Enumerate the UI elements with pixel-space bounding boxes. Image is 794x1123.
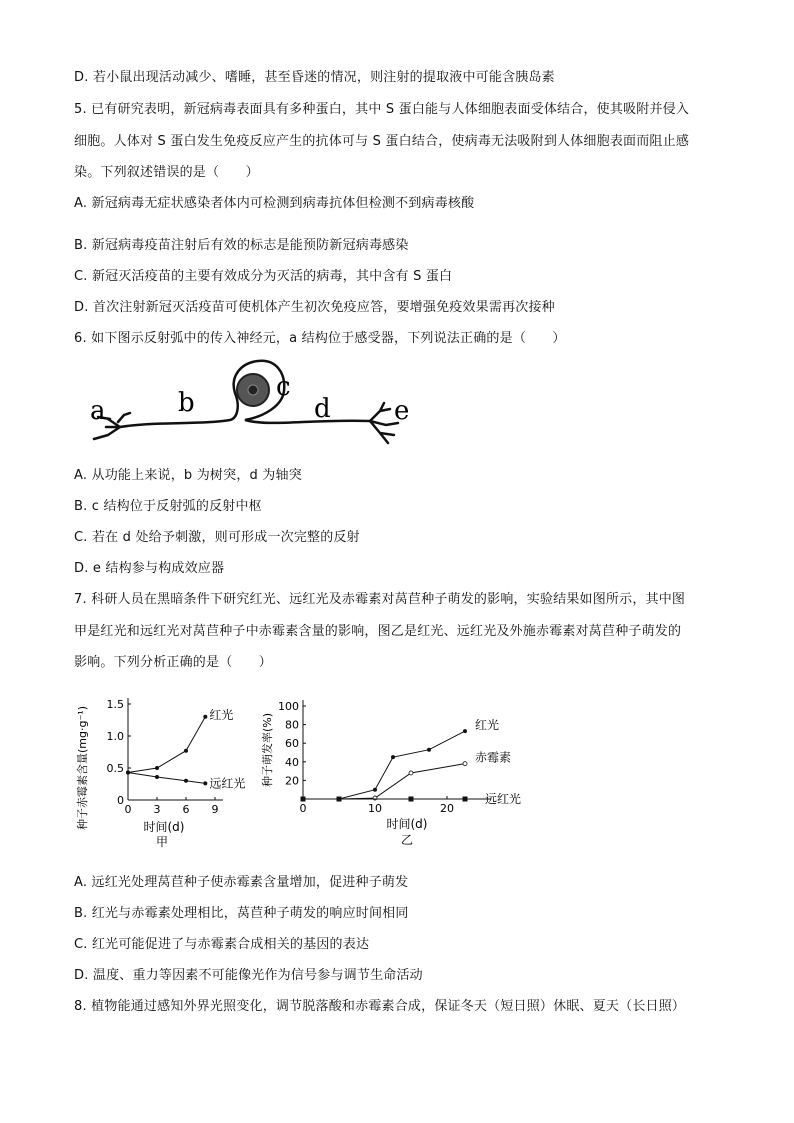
y-tick-label: 1.0 bbox=[106, 730, 124, 743]
data-point bbox=[463, 729, 467, 733]
chart-yi-ylabel: 种子萌发率(%) bbox=[261, 712, 274, 788]
data-point bbox=[409, 771, 413, 775]
option-7b: B. 红光与赤霉素处理相比，莴苣种子萌发的响应时间相同 bbox=[74, 906, 409, 921]
label-e: e bbox=[394, 396, 410, 426]
chart-yi-caption: 乙 bbox=[400, 833, 414, 847]
series-line bbox=[128, 717, 205, 773]
x-tick-label: 20 bbox=[440, 802, 454, 815]
data-point bbox=[301, 797, 306, 802]
chart-jia-xlabel: 时间(d) bbox=[143, 820, 185, 834]
y-tick-label: 20 bbox=[285, 774, 299, 788]
data-point bbox=[184, 749, 188, 753]
option-5a: A. 新冠病毒无症状感染者体内可检测到病毒抗体但检测不到病毒核酸 bbox=[74, 196, 475, 211]
question-7-stem-2: 甲是红光和远红光对莴苣种子中赤霉素含量的影响，图乙是红光、远红光及外施赤霉素对莴苣种子萌发的 bbox=[74, 624, 682, 639]
y-tick-label: 60 bbox=[285, 737, 299, 751]
question-6-stem: 6. 如下图示反射弧中的传入神经元，a 结构位于感受器，下列说法正确的是（ ） bbox=[74, 331, 566, 346]
series-label: 赤霉素 bbox=[475, 750, 512, 765]
x-tick-label: 10 bbox=[368, 802, 382, 815]
x-tick-label: 6 bbox=[182, 803, 190, 816]
question-5-stem-1: 5. 已有研究表明，新冠病毒表面具有多种蛋白，其中 S 蛋白能与人体细胞表面受体结合，使其吸附并侵入 bbox=[74, 102, 690, 117]
question-5-stem-2: 细胞。人体对 S 蛋白发生免疫反应产生的抗体可与 S 蛋白结合，使病毒无法吸附到人体细胞表面而阻止感 bbox=[74, 134, 690, 149]
question-7-stem-3: 影响。下列分析正确的是（ ） bbox=[74, 655, 273, 670]
series-label: 远红光 bbox=[209, 776, 246, 791]
option-5d: D. 首次注射新冠灭活疫苗可使机体产生初次免疫应答，要增强免疫效果需再次接种 bbox=[74, 300, 555, 315]
chart-jia-ylabel: 种子赤霉素含量(mg·g⁻¹) bbox=[76, 706, 89, 830]
data-point bbox=[463, 762, 467, 766]
data-point bbox=[463, 797, 468, 802]
data-point bbox=[337, 797, 342, 802]
option-6d: D. e 结构参与构成效应器 bbox=[74, 561, 225, 576]
y-tick-label: 0.5 bbox=[106, 762, 124, 775]
option-7d: D. 温度、重力等因素不可能像光作为信号参与调节生命活动 bbox=[74, 968, 423, 983]
data-point bbox=[155, 766, 159, 770]
data-point bbox=[203, 781, 207, 785]
series-label: 远红光 bbox=[485, 792, 522, 806]
option-4d: D. 若小鼠出现活动减少、嗜睡，甚至昏迷的情况，则注射的提取液中可能含胰岛素 bbox=[74, 70, 555, 85]
data-point bbox=[184, 779, 188, 783]
label-d: d bbox=[314, 394, 331, 424]
y-tick-label: 40 bbox=[285, 755, 299, 769]
data-point bbox=[155, 775, 159, 779]
label-a: a bbox=[90, 396, 106, 426]
x-tick-label: 0 bbox=[299, 802, 307, 815]
option-7c: C. 红光可能促进了与赤霉素合成相关的基因的表达 bbox=[74, 937, 370, 952]
chart-yi-xlabel: 时间(d) bbox=[386, 817, 428, 831]
x-tick-label: 9 bbox=[211, 803, 219, 816]
option-6c: C. 若在 d 处给予刺激，则可形成一次完整的反射 bbox=[74, 530, 360, 545]
label-c: c bbox=[276, 372, 291, 402]
series-label: 红光 bbox=[209, 707, 234, 722]
series-line bbox=[128, 772, 205, 783]
x-tick-label: 3 bbox=[153, 803, 161, 816]
data-point bbox=[427, 748, 431, 752]
option-5b: B. 新冠病毒疫苗注射后有效的标志是能预防新冠病毒感染 bbox=[74, 238, 409, 253]
chart-jia-caption: 甲 bbox=[155, 835, 169, 849]
data-point bbox=[373, 788, 377, 792]
x-tick-label: 0 bbox=[124, 803, 132, 816]
data-point bbox=[203, 715, 207, 719]
question-5-stem-3: 染。下列叙述错误的是（ ） bbox=[74, 165, 259, 180]
y-tick-label: 80 bbox=[285, 718, 299, 732]
chart-yi bbox=[255, 688, 545, 853]
option-5c: C. 新冠灭活疫苗的主要有效成分为灭活的病毒，其中含有 S 蛋白 bbox=[74, 269, 453, 284]
data-point bbox=[409, 797, 414, 802]
option-7a: A. 远红光处理莴苣种子使赤霉素含量增加，促进种子萌发 bbox=[74, 875, 409, 890]
option-6a: A. 从功能上来说，b 为树突，d 为轴突 bbox=[74, 468, 302, 483]
data-point bbox=[126, 770, 130, 774]
neuron-figure bbox=[80, 355, 420, 450]
data-point bbox=[391, 755, 395, 759]
y-tick-label: 100 bbox=[278, 700, 299, 713]
series-line bbox=[303, 764, 465, 799]
option-6b: B. c 结构位于反射弧的反射中枢 bbox=[74, 499, 262, 514]
question-7-stem-1: 7. 科研人员在黑暗条件下研究红光、远红光及赤霉素对莴苣种子萌发的影响，实验结果如图所示，其中图 bbox=[74, 592, 686, 607]
y-tick-label: 0 bbox=[117, 794, 124, 807]
label-b: b bbox=[178, 388, 195, 418]
series-line bbox=[303, 731, 465, 799]
y-tick-label: 1.5 bbox=[106, 698, 124, 711]
question-8-stem: 8. 植物能通过感知外界光照变化，调节脱落酸和赤霉素合成，保证冬天（短日照）休眠、夏天（长日照） bbox=[74, 999, 686, 1014]
series-label: 红光 bbox=[475, 718, 500, 733]
chart-jia bbox=[70, 688, 250, 853]
